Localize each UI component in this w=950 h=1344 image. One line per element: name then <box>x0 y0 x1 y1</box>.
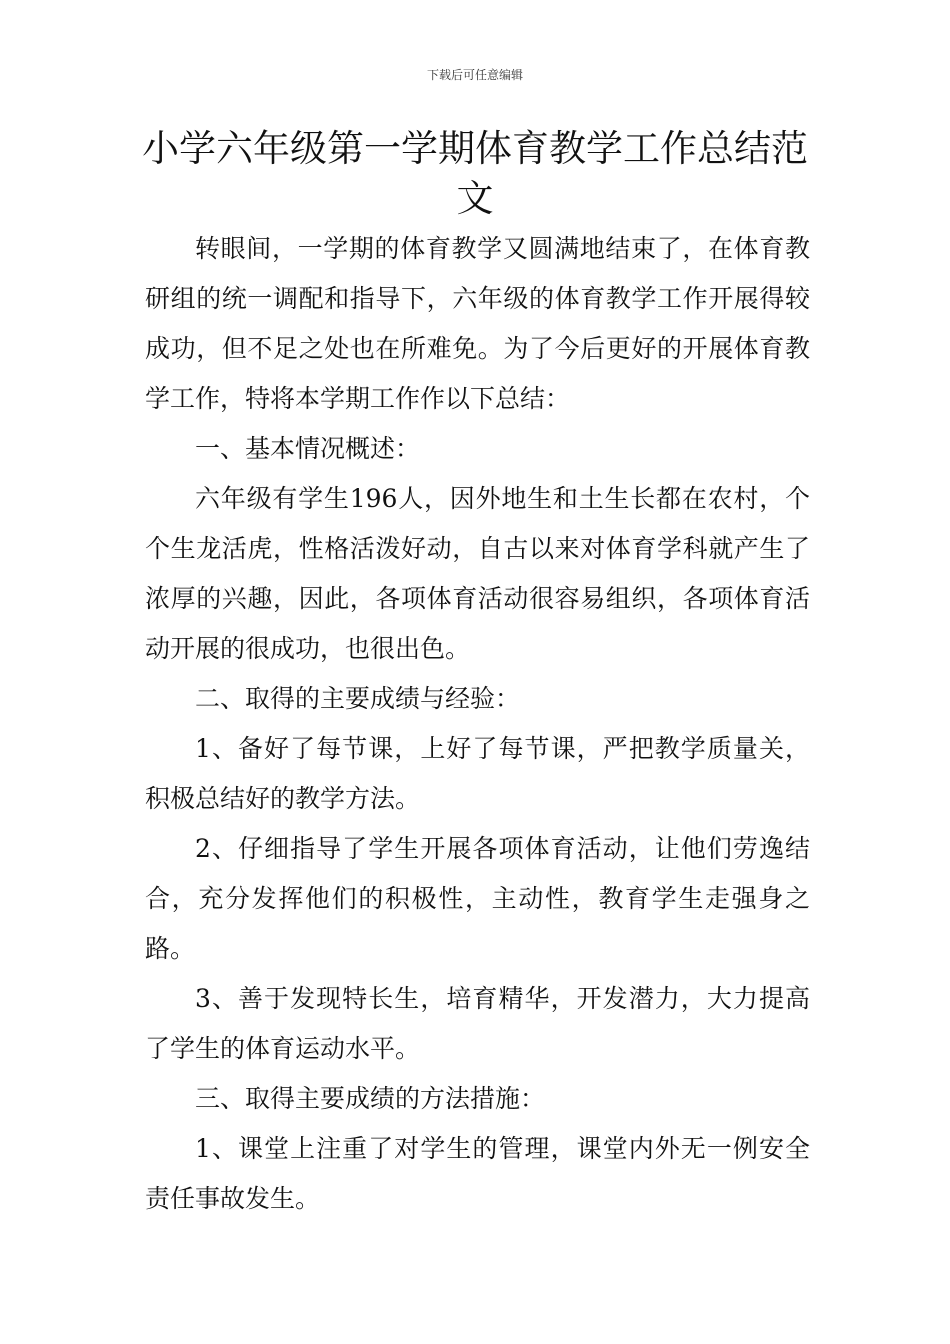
paragraph-intro: 转眼间，一学期的体育教学又圆满地结束了，在体育教研组的统一调配和指导下，六年级的体育教学工作开展得较成功，但不足之处也在所难免。为了今后更好的开展体育教学工作，特将本学期工作作以下总结： <box>145 234 810 413</box>
paragraph-achievement-3: 3、善于发现特长生，培育精华，开发潜力，大力提高了学生的体育运动水平。 <box>145 984 810 1063</box>
document-body <box>145 224 810 1224</box>
section-heading-methods: 三、取得主要成绩的方法措施： <box>195 1084 546 1113</box>
section-heading-achievements: 二、取得的主要成绩与经验： <box>195 684 521 713</box>
header-note: 下载后可任意编辑 <box>426 68 523 82</box>
paragraph-method-1: 1、课堂上注重了对学生的管理，课堂内外无一例安全责任事故发生。 <box>145 1134 810 1213</box>
paragraph-achievement-2: 2、仔细指导了学生开展各项体育活动，让他们劳逸结合，充分发挥他们的积极性，主动性，教育学生走强身之路。 <box>145 834 810 963</box>
paragraph-basic-situation: 六年级有学生196人，因外地生和土生长都在农村，个个生龙活虎，性格活泼好动，自古以来对体育学科就产生了浓厚的兴趣，因此，各项体育活动很容易组织，各项体育活动开展的很成功，也很出色。 <box>145 484 810 663</box>
section-heading-basic-situation: 一、基本情况概述： <box>195 434 421 463</box>
document-title: 小学六年级第一学期体育教学工作总结范文 <box>142 127 808 220</box>
paragraph-achievement-1: 1、备好了每节课，上好了每节课，严把教学质量关，积极总结好的教学方法。 <box>145 734 810 813</box>
